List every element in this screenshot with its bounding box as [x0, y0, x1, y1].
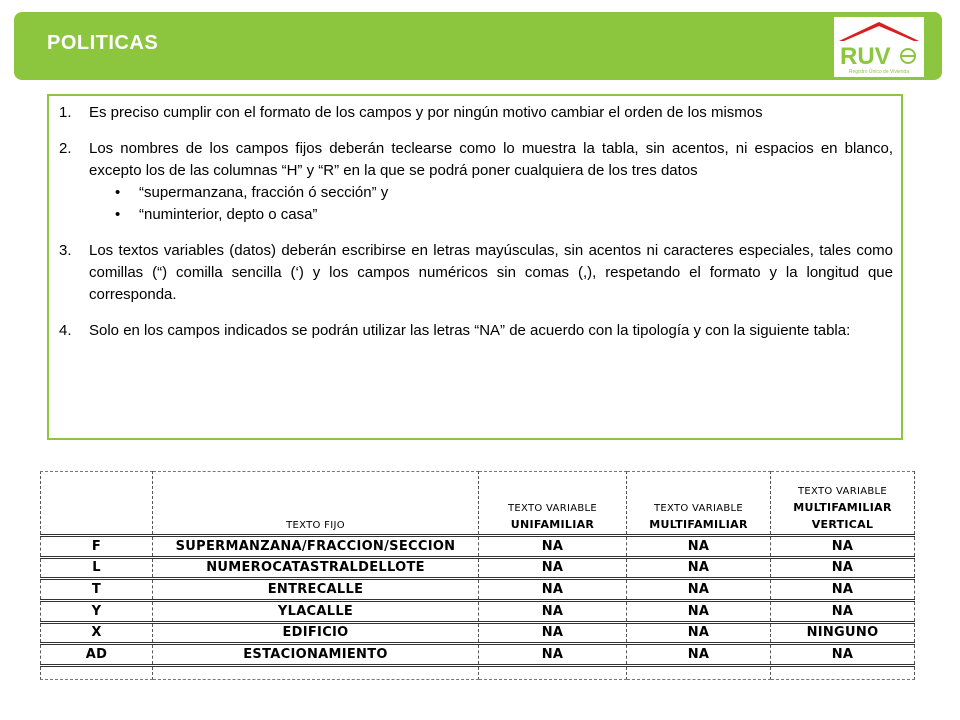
roof-icon [839, 22, 919, 41]
bullet-text: “supermanzana, fracción ó sección” y [139, 184, 389, 201]
bullet-item [59, 204, 893, 226]
bullet-icon: • [115, 184, 121, 201]
header-multifamiliar-vertical: TEXTO VARIABLE MULTIFAMILIAR VERTICAL [771, 472, 915, 536]
rule-number: 3. [59, 242, 72, 259]
rule-text: Los nombres de los campos fijos deberán teclearse como lo muestra la tabla, sin acentos, ni espacios en blanco, excepto los de las columnas “H” y “R” en la que se podrá poner cualquiera de los tres datos [89, 140, 893, 179]
unifamiliar-value: NA [479, 579, 627, 601]
multifamiliar-value: NA [627, 600, 771, 622]
vertical-value: NA [771, 557, 915, 579]
column-letter: L [41, 557, 153, 579]
multifamiliar-value: NA [627, 579, 771, 601]
unifamiliar-value: NA [479, 622, 627, 644]
header-texto-fijo: TEXTO FIJO [153, 472, 479, 536]
header-unifamiliar: TEXTO VARIABLE UNIFAMILIAR [479, 472, 627, 536]
multifamiliar-value: NA [627, 622, 771, 644]
multifamiliar-value: NA [627, 644, 771, 666]
rule-number: 4. [59, 322, 72, 339]
header-multifamiliar: TEXTO VARIABLE MULTIFAMILIAR [627, 472, 771, 536]
table-header-row [41, 472, 915, 536]
page-title: POLITICAS [47, 32, 159, 54]
multifamiliar-value: NA [627, 536, 771, 558]
unifamiliar-value: NA [479, 644, 627, 666]
vertical-value: NA [771, 579, 915, 601]
rule-text: Solo en los campos indicados se podrán utilizar las letras “NA” de acuerdo con la tipología y con la siguiente tabla: [89, 322, 851, 339]
field-name: NUMEROCATASTRALDELLOTE [153, 557, 479, 579]
rule-text: Los textos variables (datos) deberán escribirse en letras mayúsculas, sin acentos ni caracteres especiales, tales como comillas (“) comilla sencilla (‘) y los campos numéricos sin comas (,), respetando el formato y la longitud que corresponda. [89, 242, 893, 303]
policies-box [47, 94, 903, 440]
ruv-logo-graphic [834, 17, 924, 77]
rule-4 [59, 320, 893, 342]
vertical-value: NA [771, 600, 915, 622]
na-table [40, 471, 914, 680]
table-spacer-row [41, 666, 915, 680]
field-name: EDIFICIO [153, 622, 479, 644]
field-name: ESTACIONAMIENTO [153, 644, 479, 666]
field-name: YLACALLE [153, 600, 479, 622]
logo-subtitle: Registro Único de Vivienda [848, 69, 910, 75]
vertical-value: NINGUNO [771, 622, 915, 644]
unifamiliar-value: NA [479, 536, 627, 558]
unifamiliar-value: NA [479, 600, 627, 622]
bullet-item [59, 182, 893, 204]
column-letter: F [41, 536, 153, 558]
rule-3 [59, 240, 893, 306]
vertical-value: NA [771, 536, 915, 558]
table-row [41, 644, 915, 666]
column-letter: Y [41, 600, 153, 622]
rule-number: 1. [59, 104, 72, 121]
vertical-value: NA [771, 644, 915, 666]
ruv-logo [834, 17, 924, 77]
column-letter: X [41, 622, 153, 644]
bullet-icon: • [115, 206, 121, 223]
column-letter: T [41, 579, 153, 601]
header-column [41, 472, 153, 536]
table-row [41, 622, 915, 644]
multifamiliar-value: NA [627, 557, 771, 579]
bullet-text: “numinterior, depto o casa” [139, 206, 318, 223]
table-row [41, 600, 915, 622]
logo-wordmark: RUV [840, 43, 891, 70]
rule-text: Es preciso cumplir con el formato de los campos y por ningún motivo cambiar el orden de los mismos [89, 104, 763, 121]
rule-number: 2. [59, 140, 72, 157]
field-name: SUPERMANZANA/FRACCION/SECCION [153, 536, 479, 558]
field-name: ENTRECALLE [153, 579, 479, 601]
unifamiliar-value: NA [479, 557, 627, 579]
rule-2 [59, 138, 893, 182]
table-row [41, 579, 915, 601]
table-row [41, 536, 915, 558]
column-letter: AD [41, 644, 153, 666]
table-row [41, 557, 915, 579]
rule-1 [59, 102, 893, 124]
